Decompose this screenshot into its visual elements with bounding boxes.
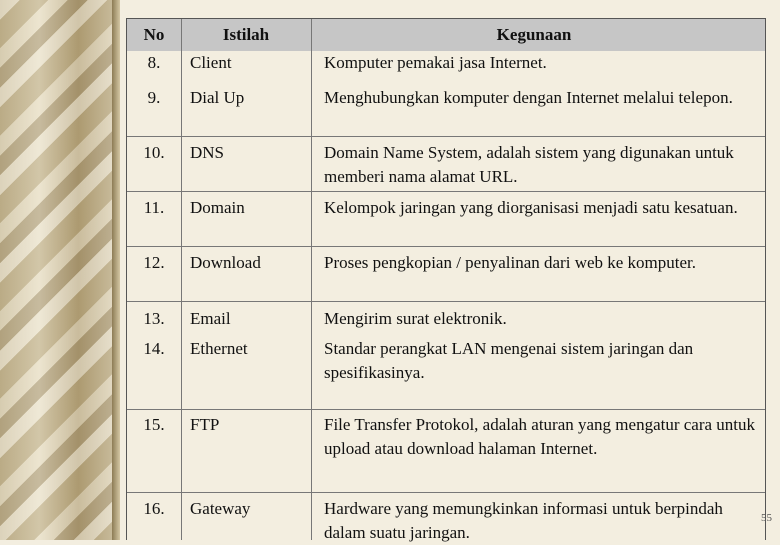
row-term: Client	[190, 53, 232, 72]
header-use: Kegunaan	[496, 25, 572, 44]
table-header	[127, 19, 765, 51]
row-term: FTP	[190, 415, 220, 434]
row-term: Download	[190, 253, 261, 272]
table-row	[127, 302, 765, 334]
row-no: 9.	[147, 88, 161, 107]
row-use: Hardware yang memungkinkan informasi untuk berpindah dalam suatu jaringan.	[324, 499, 723, 542]
row-term: Domain	[190, 198, 245, 217]
table-row	[127, 83, 765, 137]
table-row	[127, 247, 765, 302]
row-term: Dial Up	[190, 88, 245, 107]
decorative-border-edge	[112, 0, 120, 540]
decorative-side-border	[0, 0, 112, 540]
row-no: 11.	[143, 198, 165, 217]
column-divider	[311, 19, 312, 540]
row-use: Standar perangkat LAN mengenai sistem jaringan dan spesifikasinya.	[324, 339, 694, 382]
row-term: Gateway	[190, 499, 251, 518]
header-term: Istilah	[222, 25, 270, 44]
row-no: 15.	[143, 415, 165, 434]
table-row	[127, 137, 765, 192]
table-row	[127, 410, 765, 493]
row-term: DNS	[190, 143, 225, 162]
table-row	[127, 192, 765, 247]
row-use: Kelompok jaringan yang diorganisasi menjadi satu kesatuan.	[324, 198, 738, 217]
page-number: 55	[761, 512, 772, 524]
row-use: Komputer pemakai jasa Internet.	[324, 53, 547, 72]
header-no: No	[143, 25, 165, 44]
row-term: Ethernet	[190, 339, 248, 358]
row-use: Domain Name System, adalah sistem yang digunakan untuk memberi nama alamat URL.	[324, 143, 734, 186]
table-row	[127, 493, 765, 541]
table-row	[127, 334, 765, 410]
row-use: File Transfer Protokol, adalah aturan yang mengatur cara untuk upload atau download halaman Internet.	[324, 415, 756, 458]
row-no: 16.	[143, 499, 165, 518]
table-row	[127, 51, 765, 83]
row-no: 12.	[143, 253, 165, 272]
row-no: 8.	[147, 53, 161, 72]
row-use: Menghubungkan komputer dengan Internet melalui telepon.	[324, 88, 733, 107]
row-use: Mengirim surat elektronik.	[324, 309, 507, 328]
row-use: Proses pengkopian / penyalinan dari web ke komputer.	[324, 253, 697, 272]
row-no: 13.	[143, 309, 165, 328]
row-no: 10.	[143, 143, 165, 162]
glossary-table	[126, 18, 766, 540]
row-no: 14.	[143, 339, 165, 358]
row-term: Email	[190, 309, 231, 328]
column-divider	[181, 19, 182, 540]
